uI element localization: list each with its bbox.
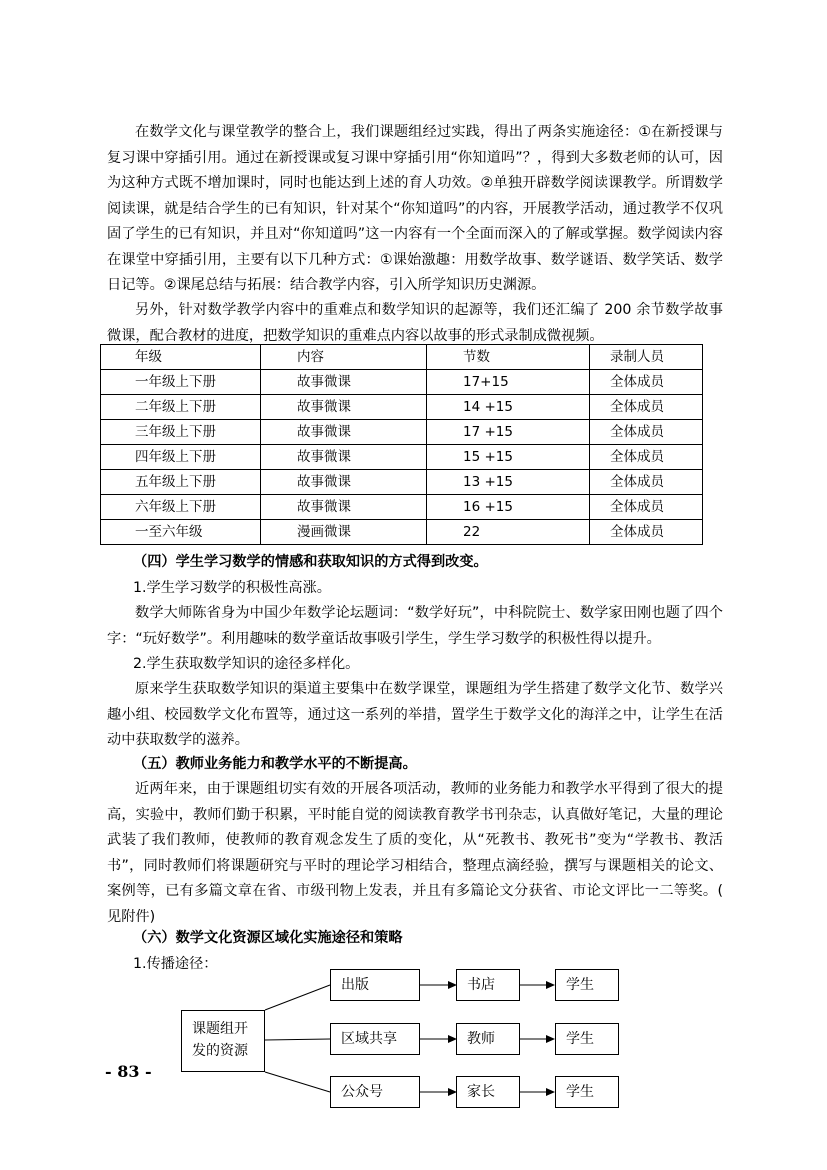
branch-line-share bbox=[265, 1039, 330, 1040]
cell-grade: 一至六年级 bbox=[101, 520, 261, 545]
header-grade: 年级 bbox=[101, 345, 261, 370]
header-content: 内容 bbox=[261, 345, 427, 370]
paragraph-math-fun: 数学大师陈省身为中国少年数学论坛题词：“数学好玩”，中科院院士、数学家田刚也题了四个字：“玩好数学”。利用趣味的数学童话故事吸引学生，学生学习数学的积极性得以提升。 bbox=[107, 605, 723, 647]
cell-count: 22 bbox=[427, 520, 590, 545]
cell-recorder: 全体成员 bbox=[590, 520, 703, 545]
subheading-1: 1.学生学习数学的积极性高涨。 bbox=[133, 580, 331, 596]
section-heading-5: （五）教师业务能力和教学水平的不断提高。 bbox=[133, 756, 417, 772]
node-public-account: 公众号 bbox=[330, 1076, 420, 1108]
cell-recorder: 全体成员 bbox=[590, 395, 703, 420]
cell-count: 14 +15 bbox=[427, 395, 590, 420]
cell-grade: 六年级上下册 bbox=[101, 495, 261, 520]
cell-content: 故事微课 bbox=[261, 445, 427, 470]
cell-count: 16 +15 bbox=[427, 495, 590, 520]
cell-recorder: 全体成员 bbox=[590, 445, 703, 470]
header-recorder: 录制人员 bbox=[590, 345, 703, 370]
subheading-3: 1.传播途径： bbox=[133, 956, 218, 972]
cell-content: 漫画微课 bbox=[261, 520, 427, 545]
cell-count: 17 +15 bbox=[427, 420, 590, 445]
cell-count: 13 +15 bbox=[427, 470, 590, 495]
cell-content: 故事微课 bbox=[261, 395, 427, 420]
cell-grade: 四年级上下册 bbox=[101, 445, 261, 470]
node-parent: 家长 bbox=[456, 1076, 520, 1108]
paragraph-teachers: 近两年来，由于课题组切实有效的开展各项活动，教师的业务能力和教学水平得到了很大的提高，实验中，教师们勤于积累，平时能自觉的阅读教育教学书刊杂志，认真做好笔记，大量的理论武装了我们教师，使教师的教育观念发生了质的变化，从“死教书、教死书”变为“学教书、教活书”，同时教师们将课题研究与平时的理论学习相结合，整理点滴经验，撰写与课题相关的论文、案例等，已有多篇文章在省、市级刊物上发表，并且有多篇论文分获省、市论文评比一二等奖。( 见附件) bbox=[107, 781, 723, 925]
node-student: 学生 bbox=[555, 1023, 619, 1055]
cell-count: 17+15 bbox=[427, 370, 590, 395]
section-heading-4: （四）学生学习数学的情感和获取知识的方式得到改变。 bbox=[133, 554, 488, 570]
header-count: 节数 bbox=[427, 345, 590, 370]
node-student: 学生 bbox=[555, 969, 619, 1001]
node-regional-share: 区域共享 bbox=[330, 1023, 420, 1055]
paragraph-channels: 原来学生获取数学知识的渠道主要集中在数学课堂，课题组为学生搭建了数学文化节、数学兴趣小组、校园数学文化布置等，通过这一系列的举措，置学生于数学文化的海洋之中，让学生在活动中获取数学的滋养。 bbox=[107, 681, 723, 748]
cell-content: 故事微课 bbox=[261, 495, 427, 520]
branch-line-publish bbox=[265, 985, 330, 1010]
cell-grade: 三年级上下册 bbox=[101, 420, 261, 445]
source-label-line2: 发的资源 bbox=[192, 1043, 248, 1059]
subheading-2: 2.学生获取数学知识的途径多样化。 bbox=[133, 656, 360, 672]
cell-content: 故事微课 bbox=[261, 370, 427, 395]
cell-recorder: 全体成员 bbox=[590, 495, 703, 520]
cell-recorder: 全体成员 bbox=[590, 420, 703, 445]
node-teacher: 教师 bbox=[456, 1023, 520, 1055]
cell-content: 故事微课 bbox=[261, 470, 427, 495]
cell-grade: 一年级上下册 bbox=[101, 370, 261, 395]
cell-recorder: 全体成员 bbox=[590, 370, 703, 395]
section-heading-6: （六）数学文化资源区域化实施途径和策略 bbox=[133, 930, 403, 946]
cell-recorder: 全体成员 bbox=[590, 470, 703, 495]
paragraph-integration: 在数学文化与课堂教学的整合上，我们课题组经过实践，得出了两条实施途径：①在新授课与复习课中穿插引用。通过在新授课或复习课中穿插引用“你知道吗”？，得到大多数老师的认可，因为这种方式既不增加课时，同时也能达到上述的育人功效。②单独开辟数学阅读课教学。所谓数学阅读课，就是结合学生的已有知识，针对某个“你知道吗”的内容，开展教学活动，通过教学不仅巩固了学生的已有知识，并且对“你知道吗”这一内容有一个全面而深入的了解或掌握。数学阅读内容在课堂中穿插引用，主要有以下几种方式：①课始激趣：用数学故事、数学谜语、数学笑话、数学日记等。②课尾总结与拓展：结合教学内容，引入所学知识历史渊源。 bbox=[107, 124, 723, 293]
page-number: - 83 - bbox=[105, 1062, 152, 1081]
node-publish: 出版 bbox=[330, 969, 420, 1001]
node-student: 学生 bbox=[555, 1076, 619, 1108]
branch-line-account bbox=[265, 1072, 330, 1092]
node-bookstore: 书店 bbox=[456, 969, 520, 1001]
source-box bbox=[181, 1010, 265, 1072]
source-label-line1: 课题组开 bbox=[192, 1021, 248, 1037]
cell-grade: 二年级上下册 bbox=[101, 395, 261, 420]
cell-content: 故事微课 bbox=[261, 420, 427, 445]
paragraph-micro-lessons: 另外，针对数学教学内容中的重难点和数学知识的起源等，我们还汇编了 200 余节数学故事微课，配合教材的进度，把数学知识的重难点内容以故事的形式录制成微视频。 bbox=[107, 302, 723, 344]
cell-count: 15 +15 bbox=[427, 445, 590, 470]
cell-grade: 五年级上下册 bbox=[101, 470, 261, 495]
